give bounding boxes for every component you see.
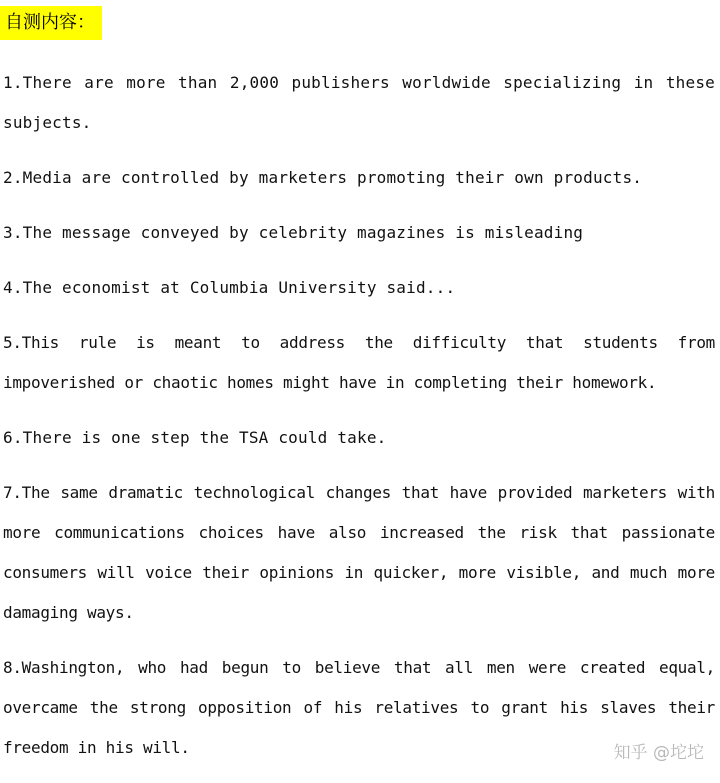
section-heading: 自测内容： — [0, 6, 102, 40]
watermark: 知乎 @坨坨 — [613, 743, 704, 763]
sentence-item-5: 5.This rule is meant to address the difficulty that students from impoverished or chaotic homes might have in completing their homework. — [3, 333, 715, 392]
sentence-item-4: 4.The economist at Columbia University said... — [3, 278, 456, 297]
sentence-list — [3, 63, 715, 783]
sentence-item-1: 1.There are more than 2,000 publishers worldwide specializing in these subjects. — [3, 73, 715, 132]
sentence-item-6: 6.There is one step the TSA could take. — [3, 428, 387, 447]
sentence-item-2: 2.Media are controlled by marketers promoting their own products. — [3, 168, 643, 187]
sentence-item-7: 7.The same dramatic technological changes that have provided marketers with more communications choices have also increased the risk that passionate consumers will voice their opinions in quicker, more visible, and much more damaging ways. — [3, 483, 715, 622]
sentence-item-3: 3.The message conveyed by celebrity magazines is misleading — [3, 223, 584, 242]
sentence-item-8: 8.Washington, who had begun to believe that all men were created equal, overcame the strong opposition of his relatives to grant his slaves their freedom in his will. — [3, 658, 715, 757]
